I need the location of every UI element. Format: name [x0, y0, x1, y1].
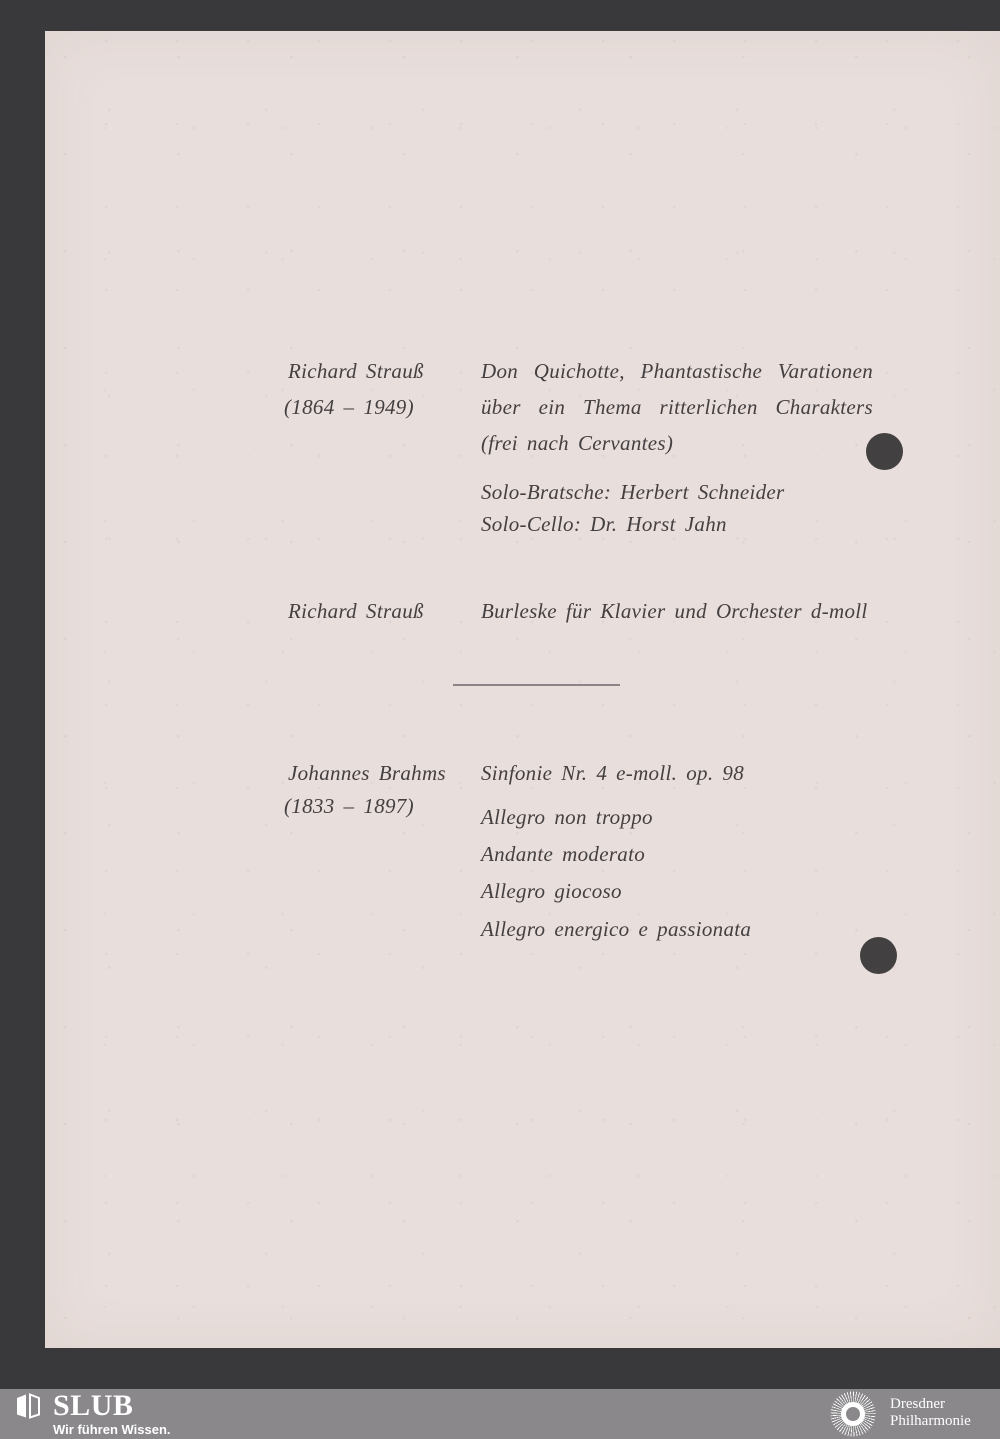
performer-line: Solo-Bratsche: Herbert Schneider — [481, 480, 785, 504]
work-title-line: Don Quichotte, Phantastische Varationen — [481, 359, 873, 383]
scanned-program-page — [45, 31, 1000, 1348]
performer-line: Solo-Cello: Dr. Horst Jahn — [481, 512, 727, 536]
movement-line: Andante moderato — [481, 842, 646, 866]
slub-book-icon — [15, 1392, 41, 1427]
composer-name: Richard Strauß — [288, 599, 424, 623]
partner-name-line: Dresdner — [890, 1396, 945, 1412]
work-title-line: Burleske für Klavier und Orchester d-moll — [481, 599, 868, 623]
movement-line: Allegro non troppo — [481, 805, 653, 829]
movement-line: Allegro giocoso — [481, 879, 622, 903]
work-title-line: Sinfonie Nr. 4 e-moll. op. 98 — [481, 761, 745, 785]
slub-wordmark: SLUB — [53, 1389, 134, 1422]
movement-line: Allegro energico e passionata — [481, 917, 752, 941]
dresdner-philharmonie-label — [890, 1396, 971, 1430]
composer-dates: (1864 – 1949) — [284, 395, 414, 419]
slub-tagline: Wir führen Wissen. — [53, 1422, 171, 1437]
dresdner-philharmonie-logo — [830, 1389, 990, 1439]
hole-punch-dot — [860, 937, 897, 974]
section-divider — [453, 684, 620, 686]
dresdner-philharmonie-sunburst-icon — [830, 1391, 876, 1437]
work-title-line: (frei nach Cervantes) — [481, 431, 674, 455]
partner-name-line: Philharmonie — [890, 1413, 971, 1429]
library-footer-bar — [0, 1389, 1000, 1439]
work-title-line: über ein Thema ritterlichen Charakters — [481, 395, 873, 419]
composer-dates: (1833 – 1897) — [284, 794, 414, 818]
hole-punch-dot — [866, 433, 903, 470]
composer-name: Johannes Brahms — [288, 761, 446, 785]
composer-name: Richard Strauß — [288, 359, 424, 383]
